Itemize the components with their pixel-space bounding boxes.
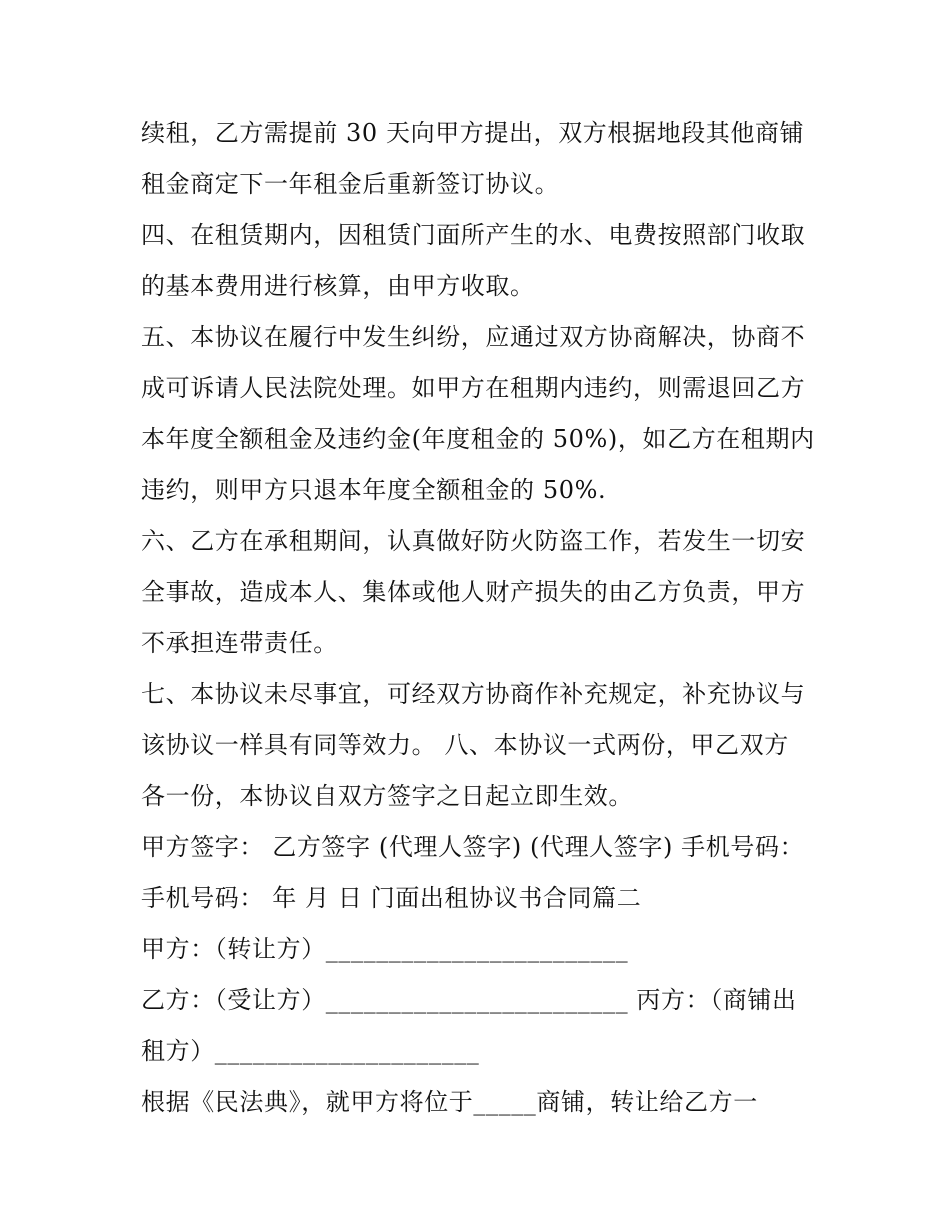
text-line: 租金商定下一年租金后重新签订协议。 bbox=[141, 170, 560, 198]
clause-six-line: 六、乙方在承租期间，认真做好防火防盗工作，若发生一切安 bbox=[141, 527, 806, 555]
text-line: 各一份，本协议自双方签字之日起立即生效。 bbox=[141, 782, 633, 810]
text-line: 违约，则甲方只退本年度全额租金的 50%. bbox=[141, 476, 607, 504]
party-c-line: 租方）_____________________ bbox=[141, 1037, 480, 1065]
text-line: 续租，乙方需提前 30 天向甲方提出，双方根据地段其他商铺 bbox=[141, 119, 805, 147]
text-line: 不承担连带责任。 bbox=[141, 629, 338, 657]
text-line: 该协议一样具有同等效力。 八、本协议一式两份，甲乙双方 bbox=[141, 731, 789, 759]
clause-seven-line: 七、本协议未尽事宜，可经双方协商作补充规定，补充协议与 bbox=[141, 680, 806, 708]
clause-five-line: 五、本协议在履行中发生纠纷，应通过双方协商解决，协商不 bbox=[141, 323, 806, 351]
party-b-line: 乙方：（受让方）________________________ 丙方：（商铺出 bbox=[141, 986, 797, 1014]
document-body bbox=[141, 108, 821, 1128]
party-a-line: 甲方：（转让方）________________________ bbox=[141, 935, 629, 963]
text-line: 本年度全额租金及违约金(年度租金的 50%)，如乙方在租期内 bbox=[141, 425, 815, 453]
body-text bbox=[141, 108, 821, 1128]
text-line: 全事故，造成本人、集体或他人财产损失的由乙方负责，甲方 bbox=[141, 578, 806, 606]
clause-four-line: 四、在租赁期内，因租赁门面所产生的水、电费按照部门收取 bbox=[141, 221, 806, 249]
signature-line: 甲方签字： 乙方签字 (代理人签字) (代理人签字) 手机号码： bbox=[141, 833, 805, 861]
text-line: 的基本费用进行核算，由甲方收取。 bbox=[141, 272, 535, 300]
intro-line: 根据《民法典》，就甲方将位于_____商铺，转让给乙方一 bbox=[141, 1088, 758, 1116]
text-line: 成可诉请人民法院处理。如甲方在租期内违约，则需退回乙方 bbox=[141, 374, 806, 402]
signature-line: 手机号码： 年 月 日 门面出租协议书合同篇二 bbox=[141, 884, 642, 912]
